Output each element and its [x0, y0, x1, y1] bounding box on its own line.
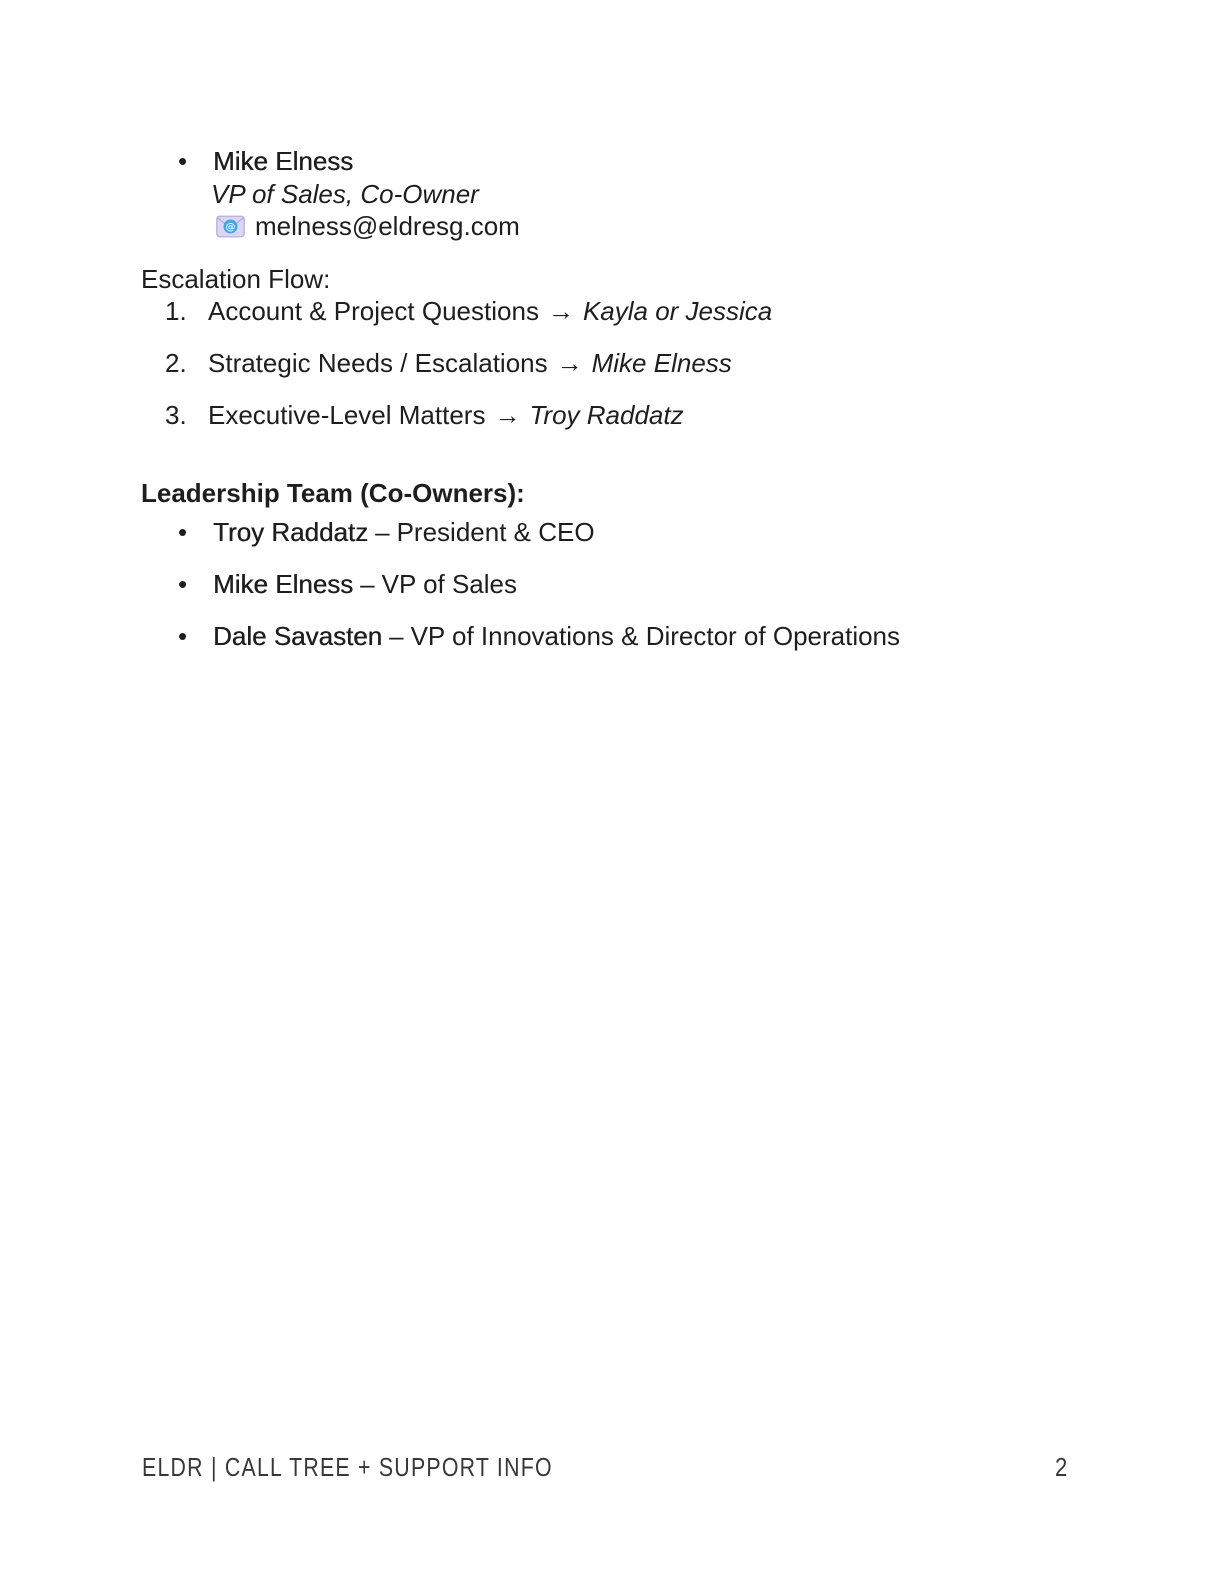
escalation-item	[165, 296, 772, 327]
dash-separator: –	[389, 621, 404, 651]
list-number: 3.	[165, 400, 187, 430]
member-name: Dale Savasten	[213, 621, 383, 651]
escalation-target: Troy Raddatz	[529, 400, 684, 430]
list-number: 2.	[165, 348, 187, 378]
escalation-target: Mike Elness	[591, 348, 732, 378]
member-name: Mike Elness	[213, 569, 354, 599]
escalation-label: Strategic Needs / Escalations	[208, 348, 548, 378]
bullet-icon: •	[178, 517, 188, 547]
bullet-icon: •	[178, 621, 188, 651]
arrow-icon: →	[547, 296, 574, 326]
leadership-member-row	[178, 569, 517, 600]
dash-separator: –	[360, 569, 375, 599]
escalation-target: Kayla or Jessica	[582, 296, 773, 326]
leadership-heading: Leadership Team (Co-Owners):	[141, 478, 525, 508]
arrow-icon: →	[494, 400, 521, 430]
escalation-item	[165, 400, 684, 431]
contact-email-row	[216, 211, 520, 242]
escalation-label: Executive-Level Matters	[208, 400, 486, 430]
member-role: VP of Sales	[381, 569, 518, 599]
escalation-label: Account & Project Questions	[208, 296, 539, 326]
contact-role: VP of Sales, Co-Owner	[211, 179, 479, 209]
leadership-member-row	[178, 621, 900, 652]
escalation-item	[165, 348, 732, 379]
member-name: Troy Raddatz	[213, 517, 369, 547]
contact-name: Mike Elness	[213, 146, 354, 176]
bullet-icon: •	[178, 146, 188, 176]
list-number: 1.	[165, 296, 187, 326]
dash-separator: –	[375, 517, 390, 547]
member-role: President & CEO	[396, 517, 595, 547]
contact-bullet-row	[178, 146, 353, 177]
bullet-icon: •	[178, 569, 188, 599]
contact-email: melness@eldresg.com	[255, 211, 520, 241]
escalation-heading: Escalation Flow:	[141, 264, 331, 294]
leadership-member-row	[178, 517, 595, 548]
at-symbol: @	[225, 221, 236, 233]
footer-document-title: ELDR | CALL TREE + SUPPORT INFO	[142, 1452, 553, 1482]
arrow-icon: →	[556, 348, 583, 378]
footer-page-number: 2	[1055, 1452, 1068, 1482]
member-role: VP of Innovations & Director of Operations	[410, 621, 901, 651]
email-icon	[216, 215, 245, 238]
